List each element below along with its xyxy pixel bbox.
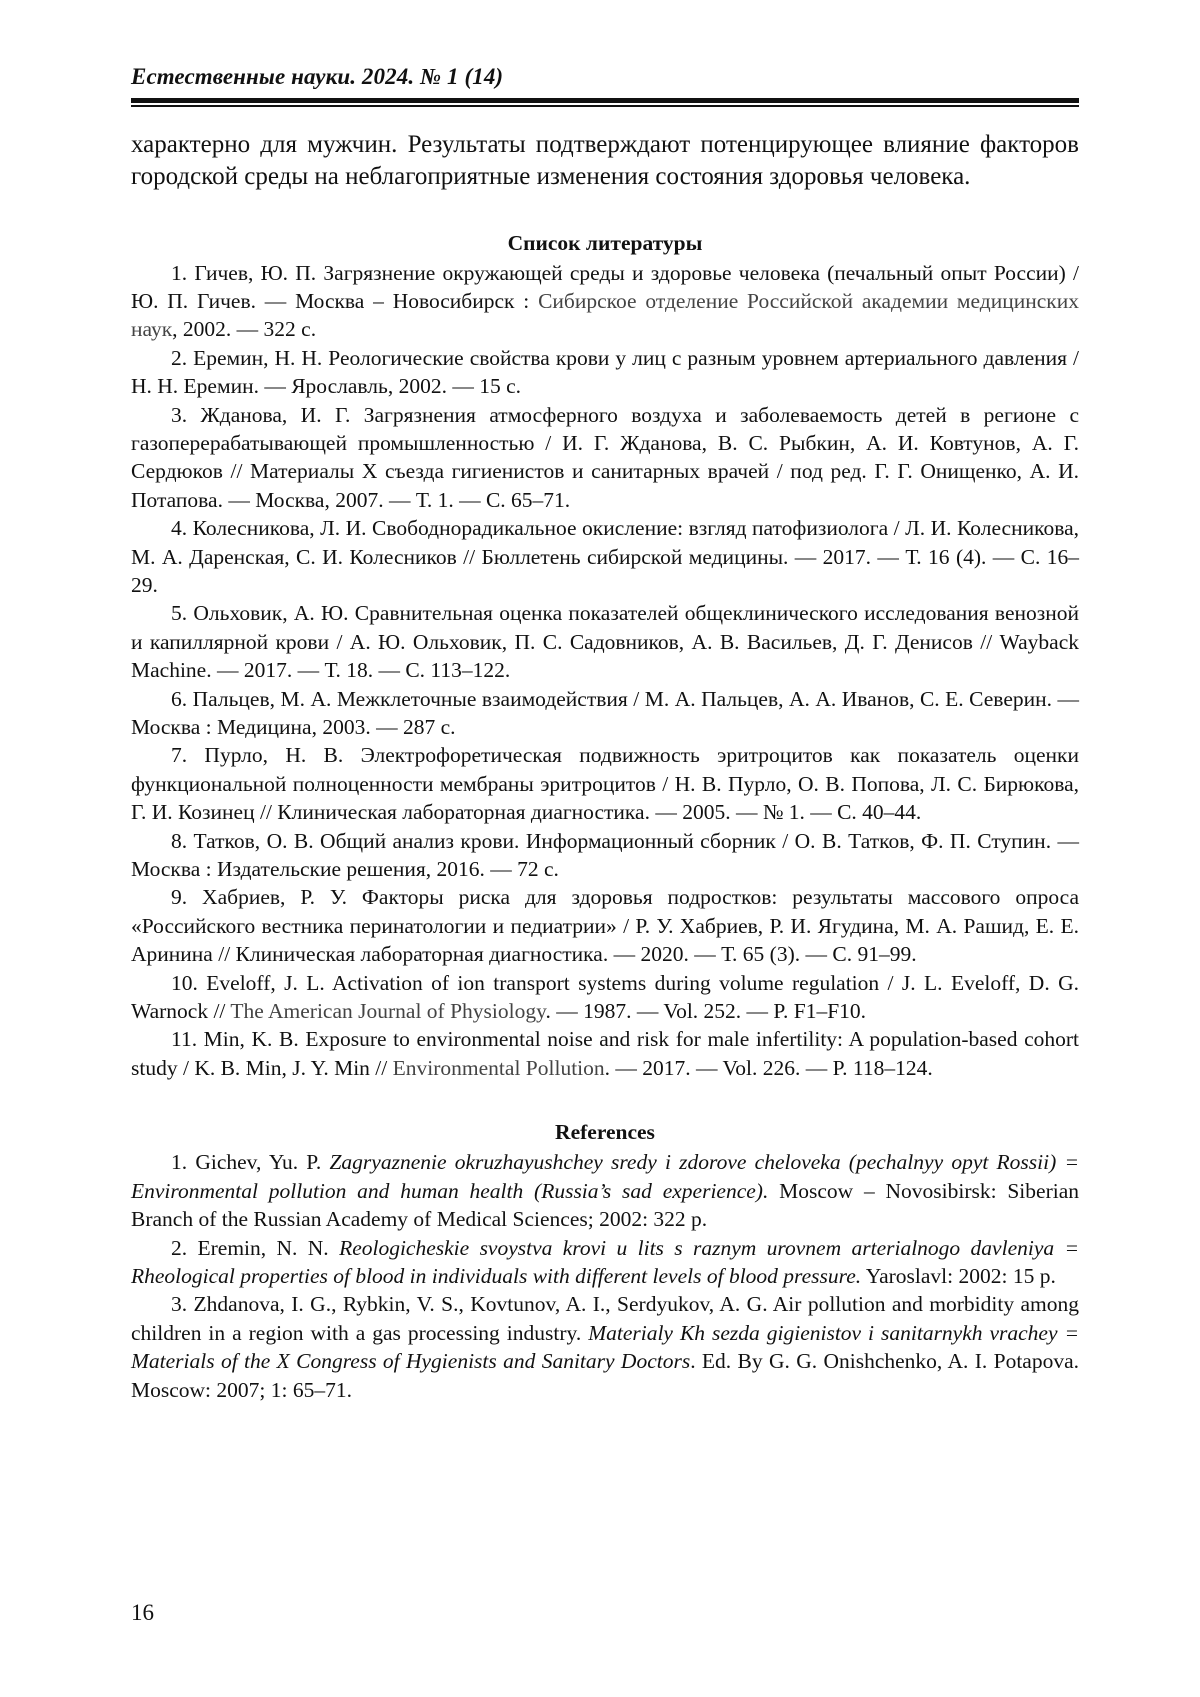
bibliography-entry: 11. Min, K. B. Exposure to environmental noise and risk for male infertility: A population-based cohort study / K. B. Min, J. Y. Min // Environmental Pollution. — 2017. — Vol. 226. — P. 118–124. bbox=[131, 1027, 1079, 1080]
reference-entry: 2. Eremin, N. N. Reologicheskie svoystva krovi u lits s raznym urovnem arterialnogo davleniya = Rheological properties of blood in individuals with different levels of blood pressure. Yaroslavl: 2002: 15 p. bbox=[131, 1235, 1079, 1288]
page-content bbox=[131, 62, 1079, 1404]
bibliography-link[interactable]: The American Journal of Physiology bbox=[230, 999, 546, 1024]
bibliography-link[interactable]: Environmental Pollution bbox=[392, 1055, 605, 1080]
page-number: 16 bbox=[131, 1600, 154, 1625]
bibliography-entry: 8. Татков, О. В. Общий анализ крови. Информационный сборник / О. В. Татков, Ф. П. Ступин. — Москва : Издательские решения, 2016. — 72 с. bbox=[131, 828, 1079, 882]
bibliography-entry: 7. Пурло, Н. В. Электрофоретическая подвижность эритроцитов как показатель оценки функциональной полноценности мембраны эритроцитов / Н. В. Пурло, О. В. Попова, Л. С. Бирюкова, Г. И. Козинец // Клиническая лабораторная диагностика. — 2005. — № 1. — С. 40–44. bbox=[131, 743, 1079, 825]
references-heading: References bbox=[555, 1120, 655, 1145]
bibliography-entry: 9. Хабриев, Р. У. Факторы риска для здоровья подростков: результаты массового опроса «Российского вестника перинатологии и педиатрии» / Р. У. Хабриев, Р. И. Ягудина, М. А. Рашид, Е. Е. Аринина // Клиническая лабораторная диагностика. — 2020. — Т. 65 (3). — С. 91–99. bbox=[131, 885, 1079, 967]
header-rule-thin bbox=[131, 105, 1079, 107]
intro-paragraph: характерно для мужчин. Результаты подтверждают потенцирующее влияние факторов городской среды на неблагоприятные изменения состояния здоровья человека. bbox=[131, 130, 1079, 190]
bibliography-entry: 5. Ольховик, А. Ю. Сравнительная оценка показателей общеклинического исследования венозной и капиллярной крови / А. Ю. Ольховик, П. С. Садовников, А. В. Васильев, Д. Г. Денисов // Wayback Machine. — 2017. — Т. 18. — С. 113–122. bbox=[131, 601, 1079, 683]
header-rule-thick bbox=[131, 98, 1079, 103]
running-header: Естественные науки. 2024. № 1 (14) bbox=[131, 64, 504, 89]
bibliography-link[interactable]: Сибирское отделение Российской академии медицинских наук bbox=[131, 288, 1079, 342]
bibliography-heading: Список литературы bbox=[507, 230, 703, 255]
bibliography-entry: 2. Еремин, Н. Н. Реологические свойства крови у лиц с разным уровнем артериального давления / Н. Н. Еремин. — Ярославль, 2002. — 15 с. bbox=[131, 345, 1079, 399]
bibliography-entry: 6. Пальцев, М. А. Межклеточные взаимодействия / М. А. Пальцев, А. А. Иванов, С. Е. Северин. — Москва : Медицина, 2003. — 287 с. bbox=[131, 686, 1079, 739]
bibliography-entry: 3. Жданова, И. Г. Загрязнения атмосферного воздуха и заболеваемость детей в регионе с газоперерабатывающей промышленностью / И. Г. Жданова, В. С. Рыбкин, А. И. Ковтунов, А. Г. Сердюков // Материалы X съезда гигиенистов и санитарных врачей / под ред. Г. Г. Онищенко, А. И. Потапова. — Москва, 2007. — Т. 1. — С. 65–71. bbox=[131, 402, 1079, 512]
reference-entry: 3. Zhdanova, I. G., Rybkin, V. S., Kovtunov, A. I., Serdyukov, A. G. Air pollution and morbidity among children in a region with a gas processing industry. Materialy Kh sezda gigienistov i sanitarnykh vrachey = Materials of the X Congress of Hygienists and Sanitary Doctors. Ed. By G. G. Onishchenko, A. I. Potapova. Moscow: 2007; 1: 65–71. bbox=[131, 1292, 1079, 1402]
reference-entry: 1. Gichev, Yu. P. Zagryaznenie okruzhayushchey sredy i zdorove cheloveka (pechalnyy opyt Rossii) = Environmental pollution and human health (Russia’s sad experience). Moscow – Novosibirsk: Siberian Branch of the Russian Academy of Medical Sciences; 2002: 322 p. bbox=[131, 1150, 1079, 1232]
bibliography-entry: 1. Гичев, Ю. П. Загрязнение окружающей среды и здоровье человека (печальный опыт России) / Ю. П. Гичев. — Москва – Новосибирск : Сибирское отделение Российской академии медицинских наук, 2002. — 322 с. bbox=[131, 260, 1079, 342]
bibliography-list bbox=[131, 259, 1079, 1083]
bibliography-entry: 4. Колесникова, Л. И. Свободнорадикальное окисление: взгляд патофизиолога / Л. И. Колесникова, М. А. Даренская, С. И. Колесников // Бюллетень сибирской медицины. — 2017. — Т. 16 (4). — С. 16–29. bbox=[131, 516, 1079, 597]
bibliography-entry: 10. Eveloff, J. L. Activation of ion transport systems during volume regulation / J. L. Eveloff, D. G. Warnock // The American Journal of Physiology. — 1987. — Vol. 252. — P. F1–F10. bbox=[131, 970, 1079, 1024]
references-list bbox=[131, 1148, 1079, 1404]
